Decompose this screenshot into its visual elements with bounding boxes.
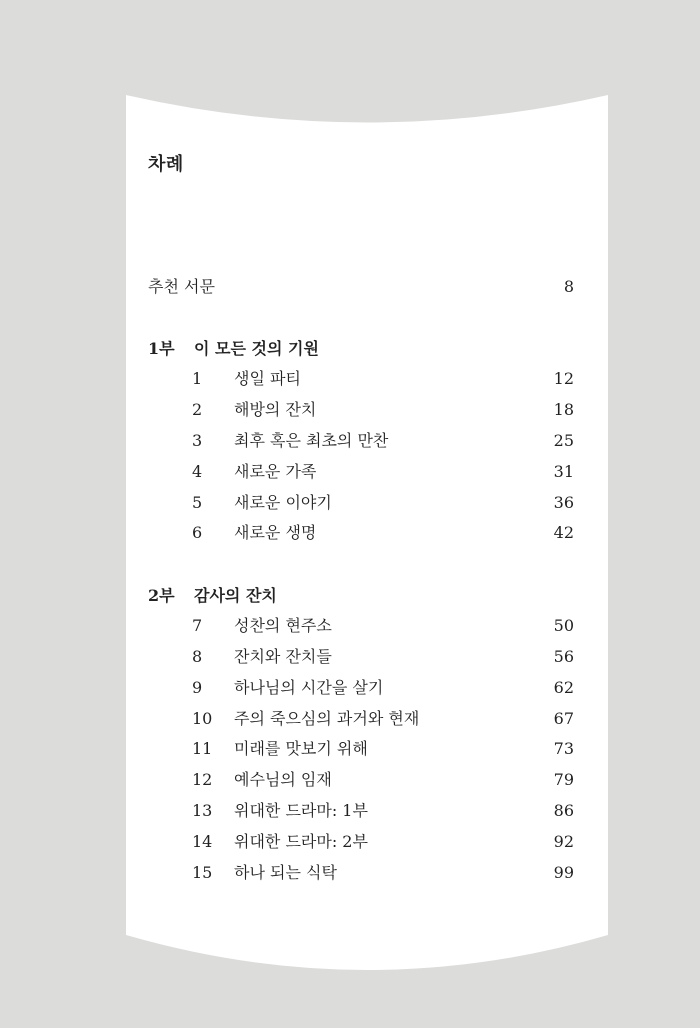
- part-label: 2부: [148, 586, 175, 605]
- chapter-page-number: 56: [553, 647, 574, 666]
- chapter-number: 10: [192, 709, 213, 728]
- chapter-page-number: 92: [553, 832, 574, 851]
- chapter-title: 예수님의 임재: [234, 770, 332, 789]
- preface-label: 추천 서문: [148, 277, 215, 296]
- toc-chapter-row[interactable]: [192, 799, 574, 823]
- toc-title: 차례: [148, 154, 184, 175]
- part-title: 이 모든 것의 기원: [194, 339, 319, 358]
- chapter-title: 미래를 맛보기 위해: [234, 739, 368, 758]
- chapter-title: 새로운 이야기: [234, 493, 332, 512]
- chapter-page-number: 42: [553, 523, 574, 542]
- chapter-title: 최후 혹은 최초의 만찬: [234, 431, 389, 450]
- chapter-title: 위대한 드라마: 2부: [234, 832, 368, 851]
- chapter-title: 생일 파티: [234, 369, 301, 388]
- chapter-number: 2: [192, 400, 203, 419]
- part-title: 감사의 잔치: [194, 586, 277, 605]
- chapter-title: 해방의 잔치: [234, 400, 317, 419]
- chapter-page-number: 18: [553, 400, 574, 419]
- toc-chapter-row[interactable]: [192, 645, 574, 669]
- chapter-number: 5: [192, 493, 203, 512]
- chapter-title: 하나님의 시간을 살기: [234, 678, 384, 697]
- chapter-number: 3: [192, 431, 203, 450]
- chapter-number: 1: [192, 369, 203, 388]
- chapter-number: 7: [192, 616, 203, 635]
- chapter-page-number: 99: [553, 863, 574, 882]
- toc-chapter-row[interactable]: [192, 676, 574, 700]
- chapter-page-number: 36: [553, 493, 574, 512]
- chapter-number: 6: [192, 523, 203, 542]
- chapter-page-number: 25: [553, 431, 574, 450]
- chapter-title: 새로운 가족: [234, 462, 317, 481]
- chapter-title: 잔치와 잔치들: [234, 647, 332, 666]
- toc-chapter-row[interactable]: [192, 830, 574, 854]
- chapter-number: 12: [192, 770, 213, 789]
- toc-chapter-row[interactable]: [192, 707, 574, 731]
- chapter-page-number: 62: [553, 678, 574, 697]
- chapter-title: 하나 되는 식탁: [234, 863, 337, 882]
- chapter-number: 15: [192, 863, 213, 882]
- chapter-number: 11: [192, 739, 213, 758]
- toc-chapter-row[interactable]: [192, 491, 574, 515]
- chapter-page-number: 50: [553, 616, 574, 635]
- toc-chapter-row[interactable]: [192, 737, 574, 761]
- toc-entry-preface[interactable]: [148, 275, 574, 299]
- chapter-title: 새로운 생명: [234, 523, 317, 542]
- chapter-number: 9: [192, 678, 203, 697]
- chapter-number: 8: [192, 647, 203, 666]
- chapter-page-number: 67: [553, 709, 574, 728]
- chapter-title: 성찬의 현주소: [234, 616, 332, 635]
- toc-chapter-row[interactable]: [192, 861, 574, 885]
- toc-chapter-row[interactable]: [192, 521, 574, 545]
- chapter-title: 주의 죽으심의 과거와 현재: [234, 709, 420, 728]
- part-label: 1부: [148, 339, 175, 358]
- toc-chapter-row[interactable]: [192, 460, 574, 484]
- chapter-page-number: 79: [553, 770, 574, 789]
- chapter-title: 위대한 드라마: 1부: [234, 801, 368, 820]
- chapter-page-number: 12: [553, 369, 574, 388]
- chapter-number: 13: [192, 801, 213, 820]
- toc-chapter-row[interactable]: [192, 398, 574, 422]
- toc-chapter-row[interactable]: [192, 768, 574, 792]
- chapter-page-number: 31: [553, 462, 574, 481]
- toc-chapter-row[interactable]: [192, 429, 574, 453]
- preface-page-number: 8: [563, 277, 574, 296]
- toc-chapter-row[interactable]: [192, 614, 574, 638]
- chapter-page-number: 86: [553, 801, 574, 820]
- toc-chapter-row[interactable]: [192, 367, 574, 391]
- chapter-number: 4: [192, 462, 203, 481]
- chapter-page-number: 73: [553, 739, 574, 758]
- chapter-number: 14: [192, 832, 213, 851]
